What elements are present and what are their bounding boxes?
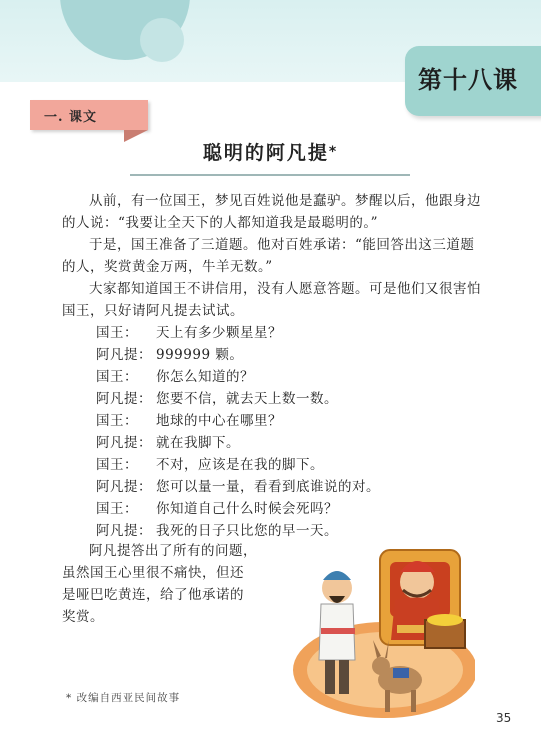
dialogue-line bbox=[62, 498, 482, 520]
dialogue-line bbox=[62, 432, 482, 454]
dialogue-text: 不对，应该是在我的脚下。 bbox=[156, 457, 324, 473]
speaker: 国王： bbox=[96, 325, 138, 341]
dialogue-text: 您要不信，就去天上数一数。 bbox=[156, 391, 338, 407]
dialogue-line bbox=[62, 476, 482, 498]
speaker: 阿凡提： bbox=[96, 523, 152, 539]
speaker: 阿凡提： bbox=[96, 479, 152, 495]
dialogue-line bbox=[62, 410, 482, 432]
story-body bbox=[62, 190, 482, 542]
afanti-sash bbox=[321, 628, 355, 634]
dialogue-text: 我死的日子只比您的早一天。 bbox=[156, 523, 338, 539]
speaker: 阿凡提： bbox=[96, 347, 152, 363]
speaker: 国王： bbox=[96, 457, 138, 473]
story-title-text: 聪明的阿凡提 bbox=[202, 142, 329, 164]
dialogue-text: 你怎么知道的？ bbox=[156, 369, 254, 385]
speaker: 阿凡提： bbox=[96, 435, 152, 451]
afanti-beard bbox=[329, 596, 345, 603]
gold-coins bbox=[427, 614, 463, 626]
donkey-head bbox=[372, 657, 390, 675]
closing-line: 奖赏。 bbox=[62, 609, 104, 625]
afanti-leg bbox=[325, 660, 335, 694]
speaker: 国王： bbox=[96, 413, 138, 429]
dialogue-text: 999999 颗。 bbox=[156, 347, 244, 363]
speaker: 阿凡提： bbox=[96, 391, 152, 407]
paragraph: 大家都知道国王不讲信用，没有人愿意答题。可是他们又很害怕国王，只好请阿凡提去试试。 bbox=[62, 281, 481, 319]
footnote-marker: * bbox=[328, 144, 339, 160]
story-illustration bbox=[285, 540, 475, 725]
dialogue-line bbox=[62, 322, 482, 344]
speaker: 国王： bbox=[96, 501, 138, 517]
page-number: 35 bbox=[496, 711, 512, 725]
dialogue-text: 你知道自己什么时候会死吗？ bbox=[156, 501, 338, 517]
afanti-leg bbox=[339, 660, 349, 694]
dialogue-text: 您可以量一量，看看到底谁说的对。 bbox=[156, 479, 380, 495]
paragraph: 于是，国王准备了三道题。他对百姓承诺：“能回答出这三道题的人，奖赏黄金万两，牛羊无数。” bbox=[62, 237, 475, 275]
decorative-circle-small bbox=[140, 18, 184, 62]
dialogue-line bbox=[62, 344, 482, 366]
paragraph: 从前，有一位国王，梦见百姓说他是蠢驴。梦醒以后，他跟身边的人说：“我要让全天下的人都知道我是最聪明的。” bbox=[62, 193, 481, 231]
dialogue-line bbox=[62, 454, 482, 476]
speaker: 国王： bbox=[96, 369, 138, 385]
dialogue-text: 天上有多少颗星星？ bbox=[156, 325, 282, 341]
donkey-leg bbox=[411, 690, 416, 712]
title-underline bbox=[130, 174, 410, 176]
footnote: * 改编自西亚民间故事 bbox=[66, 692, 181, 704]
closing-paragraph bbox=[62, 540, 282, 628]
afanti-hat bbox=[323, 571, 351, 580]
lesson-title: 第十八课 bbox=[418, 66, 518, 94]
dialogue-text: 就在我脚下。 bbox=[156, 435, 240, 451]
section-label: 一. 课文 bbox=[44, 110, 98, 125]
donkey-saddle bbox=[393, 668, 409, 678]
dialogue-line bbox=[62, 388, 482, 410]
story-title bbox=[0, 138, 541, 165]
dialogue-text: 地球的中心在哪里？ bbox=[156, 413, 282, 429]
donkey-leg bbox=[385, 690, 390, 712]
dialogue-line bbox=[62, 366, 482, 388]
closing-line: 阿凡提答出了所有的问题， bbox=[89, 543, 257, 559]
closing-line: 虽然国王心里很不痛快，但还 bbox=[62, 565, 244, 581]
dialogue-line bbox=[62, 520, 482, 542]
closing-line: 是哑巴吃黄连，给了他承诺的 bbox=[62, 587, 244, 603]
